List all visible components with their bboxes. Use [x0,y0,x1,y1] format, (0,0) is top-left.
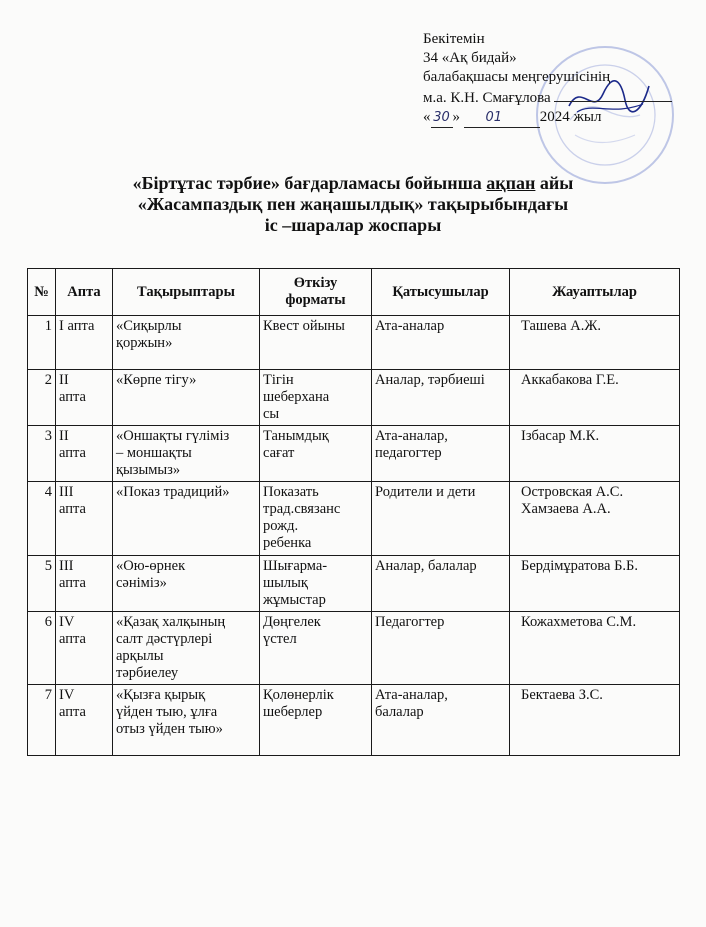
cell-participants: Родители и дети [372,482,510,556]
document-title [0,173,706,236]
header-participants: Қатысушылар [372,269,510,316]
header-format: Өткізу форматы [260,269,372,316]
title-line-1 [0,173,706,194]
cell-week: II апта [56,370,113,426]
header-number: № [28,269,56,316]
title-month: ақпан [486,173,536,193]
cell-week: I апта [56,316,113,370]
date-open-quote: « [423,109,431,125]
date-gap [524,108,540,128]
approval-date [423,108,672,128]
title-line-1-start: «Біртұтас тәрбие» бағдарламасы бойынша [132,173,487,193]
cell-number: 1 [28,316,56,370]
cell-week: IV апта [56,685,113,756]
date-close-quote: » [452,109,460,125]
table-row [28,316,680,370]
title-line-2: «Жасампаздық пен жаңашылдық» тақырыбындағы [137,194,569,214]
title-line-3: іс –шаралар жоспары [264,215,442,235]
cell-responsible: Кожахметова С.М. [510,612,680,685]
cell-responsible: Островская А.С. Хамзаева А.А. [510,482,680,556]
cell-topic: «Ою-өрнек сәніміз» [113,556,260,612]
table-row [28,685,680,756]
cell-responsible: Аккабакова Г.Е. [510,370,680,426]
table-header-row [28,269,680,316]
table-row [28,370,680,426]
cell-responsible: Ізбасар М.К. [510,426,680,482]
cell-format: Танымдық сағат [260,426,372,482]
table-row [28,426,680,482]
cell-topic: «Қызға қырық үйден тыю, ұлға отыз үйден тыю» [113,685,260,756]
table-row [28,482,680,556]
approval-line-approve: Бекітемін [423,31,485,47]
cell-number: 2 [28,370,56,426]
cell-responsible: Ташева А.Ж. [510,316,680,370]
cell-participants: Аналар, тәрбиеші [372,370,510,426]
cell-week: II апта [56,426,113,482]
date-year: 2024 жыл [539,109,602,125]
approval-line-kindergarten: 34 «Ақ бидай» [423,50,517,66]
table-row [28,556,680,612]
header-week: Апта [56,269,113,316]
date-month: 01 [464,108,524,128]
cell-participants: Ата-аналар, педагогтер [372,426,510,482]
cell-participants: Ата-аналар, балалар [372,685,510,756]
title-line-1-end: айы [535,173,574,193]
cell-format: Показать трад.связанс рожд. ребенка [260,482,372,556]
cell-format: Дөңгелек үстел [260,612,372,685]
cell-topic: «Көрпе тігу» [113,370,260,426]
cell-number: 4 [28,482,56,556]
cell-topic: «Показ традиций» [113,482,260,556]
cell-week: IV апта [56,612,113,685]
cell-format: Қолөнерлік шеберлер [260,685,372,756]
cell-responsible: Бердімұратова Б.Б. [510,556,680,612]
cell-participants: Ата-аналар [372,316,510,370]
cell-responsible: Бектаева З.С. [510,685,680,756]
cell-number: 5 [28,556,56,612]
cell-topic: «Сиқырлы қоржын» [113,316,260,370]
approval-line-name [423,87,672,108]
approval-line-head: балабақшасы меңгерушісінің [423,69,611,85]
cell-topic: «Оншақты гүліміз – моншақты қызымыз» [113,426,260,482]
header-responsible: Жауаптылар [510,269,680,316]
cell-week: III апта [56,556,113,612]
cell-participants: Педагогтер [372,612,510,685]
approval-name: м.а. К.Н. Смағұлова [423,90,551,106]
signature-line [554,87,672,102]
cell-participants: Аналар, балалар [372,556,510,612]
cell-format: Тігін шеберхана сы [260,370,372,426]
date-day: 30 [431,108,453,128]
cell-format: Шығарма- шылық жұмыстар [260,556,372,612]
cell-week: III апта [56,482,113,556]
cell-number: 3 [28,426,56,482]
cell-format: Квест ойыны [260,316,372,370]
cell-topic: «Қазақ халқының салт дәстүрлері арқылы тәрбиелеу [113,612,260,685]
cell-number: 6 [28,612,56,685]
table-row [28,612,680,685]
approval-block [423,30,672,128]
events-plan-table [27,268,680,756]
header-topics: Тақырыптары [113,269,260,316]
cell-number: 7 [28,685,56,756]
